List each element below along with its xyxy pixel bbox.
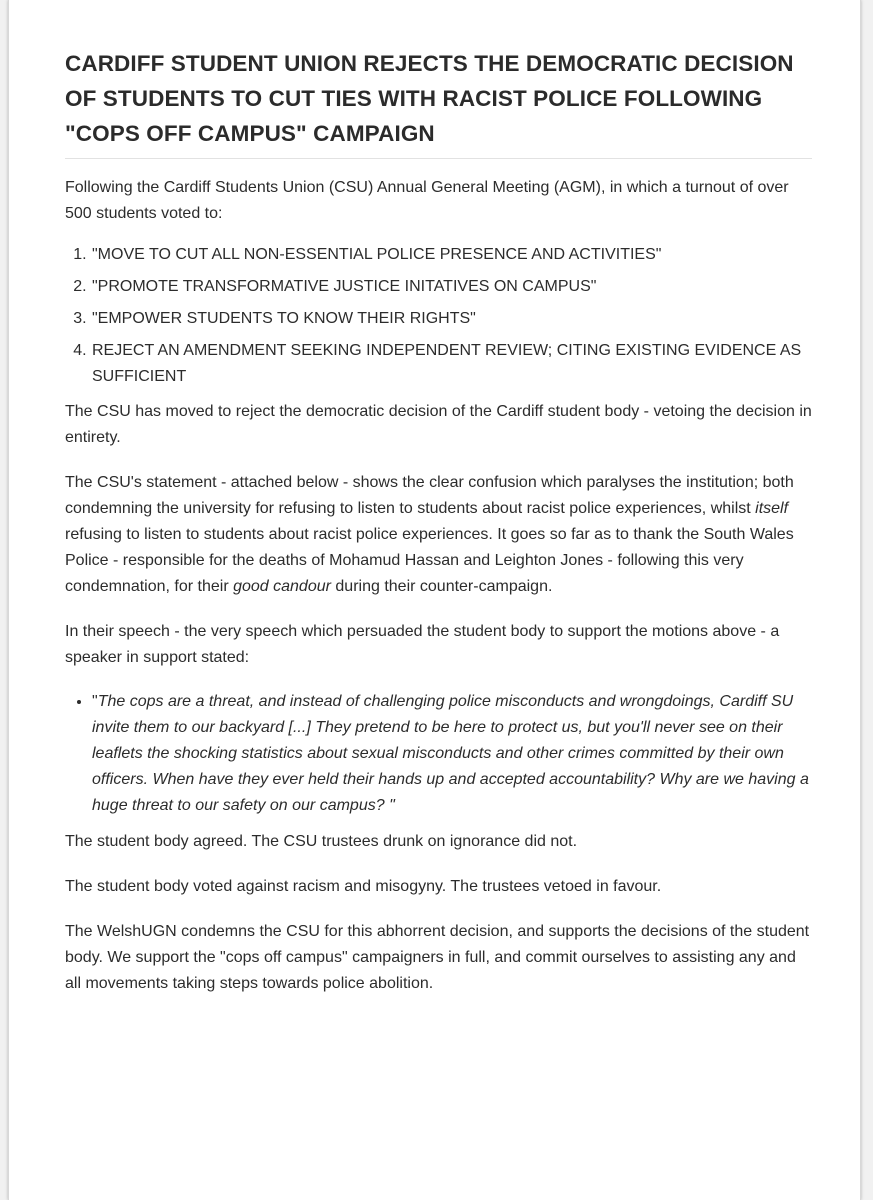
statement-text: refusing to listen to students about racist police experiences. It goes so far as to thank the South Wales Police - responsible for the deaths of Mohamud Hassan and Leighton Jones - following this very condemnation, for their <box>65 526 794 595</box>
motion-item: 2. "PROMOTE TRANSFORMATIVE JUSTICE INITATIVES ON CAMPUS" <box>91 274 815 300</box>
agreed-paragraph: The student body agreed. The CSU trustees drunk on ignorance did not. <box>65 833 578 850</box>
motion-item: 1. "MOVE TO CUT ALL NON-ESSENTIAL POLICE PRESENCE AND ACTIVITIES" <box>91 242 815 268</box>
statement-emphasis: good candour <box>233 578 331 595</box>
motions-list <box>65 242 815 390</box>
intro-paragraph: Following the Cardiff Students Union (CSU) Annual General Meeting (AGM), in which a turnout of over 500 students voted to: <box>65 179 789 222</box>
reject-paragraph: The CSU has moved to reject the democratic decision of the Cardiff student body - vetoing the decision in entirety. <box>65 403 812 446</box>
document-page <box>8 0 861 1200</box>
motion-item: 4. REJECT AN AMENDMENT SEEKING INDEPENDENT REVIEW; CITING EXISTING EVIDENCE AS SUFFICIENT <box>91 338 815 390</box>
statement-text: The CSU's statement - attached below - shows the clear confusion which paralyses the institution; both condemning the university for refusing to listen to students about racist police experiences, whilst <box>65 474 794 517</box>
voted-paragraph: The student body voted against racism and misogyny. The trustees vetoed in favour. <box>65 878 662 895</box>
speech-paragraph: In their speech - the very speech which persuaded the student body to support the motions above - a speaker in support stated: <box>65 623 780 666</box>
quote-open-mark: " <box>92 693 98 710</box>
statement-text: during their counter-campaign. <box>330 578 553 595</box>
article-title: CARDIFF STUDENT UNION REJECTS THE DEMOCRATIC DECISION OF STUDENTS TO CUT TIES WITH RACIST POLICE FOLLOWING "COPS OFF CAMPUS" CAMPAIGN <box>65 51 794 146</box>
motion-item: 3. "EMPOWER STUDENTS TO KNOW THEIR RIGHTS" <box>91 306 815 332</box>
speaker-quote <box>92 689 815 819</box>
condemn-paragraph: The WelshUGN condemns the CSU for this abhorrent decision, and supports the decisions of the student body. We support the "cops off campus" campaigners in full, and commit ourselves to assisting any and all movements taking steps towards police abolition. <box>65 923 810 992</box>
quote-text: The cops are a threat, and instead of challenging police misconducts and wrongdoings, Cardiff SU invite them to our backyard [...] They pretend to be here to protect us, but you'll never see on their leaflets the shocking statistics about sexual misconducts and other crimes committed by their own officers. When have they ever held their hands up and accepted accountability? Why are we having a huge threat to our safety on our campus? " <box>92 693 809 814</box>
title-divider <box>65 158 812 159</box>
statement-paragraph <box>65 470 815 600</box>
article-body <box>65 46 815 997</box>
statement-emphasis: itself <box>755 500 789 517</box>
quote-list <box>65 689 815 819</box>
